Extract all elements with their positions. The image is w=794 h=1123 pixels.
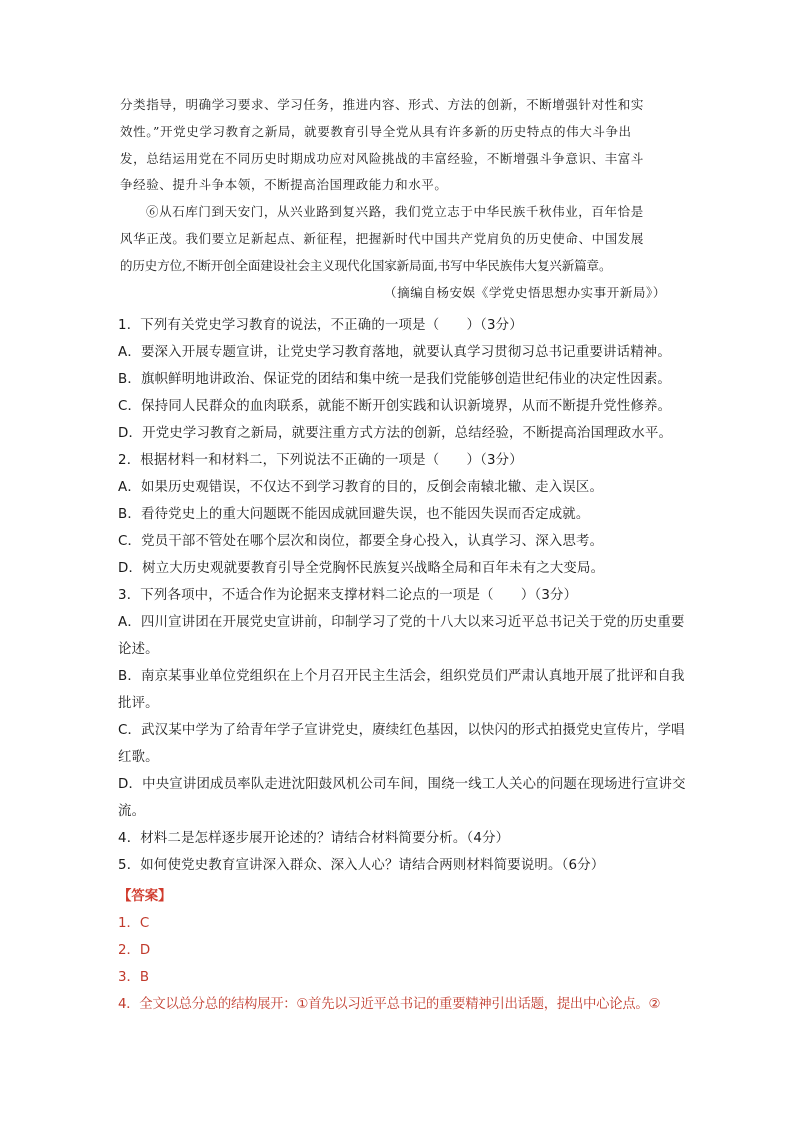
question-3-option-d: D．中央宣讲团成员率队走进沈阳鼓风机公司车间，围绕一线工人关心的问题在现场进行宣讲交流。 (118, 777, 686, 819)
passage-source: （摘编自杨安娱《学党史悟思想办实事开新局》） (384, 284, 666, 300)
answer-heading: 【答案】 (118, 889, 172, 904)
answer-section (118, 883, 718, 1018)
question-5: 5．如何使党史教育宣讲深入群众、深入人心？请结合两则材料简要说明。（6分） (118, 858, 605, 873)
question-2: 2．根据材料一和材料二，下列说法不正确的一项是（ ）（3分） (118, 453, 523, 468)
passage-line: 争经验、提升斗争本领，不断提高治国理政能力和水平。 (120, 177, 448, 193)
question-2-option-c: C．党员干部不管处在哪个层次和岗位，都要全身心投入，认真学习、深入思考。 (118, 534, 604, 549)
passage-line: 效性。”开党史学习教育之新局，就要教育引导全党从具有许多新的历史特点的伟大斗争出 (120, 123, 632, 139)
paragraph-6-line: 风华正茂。我们要立足新起点、新征程，把握新时代中国共产党肩负的历史使命、中国发展 (120, 230, 645, 246)
paragraph-6-line: 的历史方位,不断开创全面建设社会主义现代化国家新局面,书写中华民族伟大复兴新篇章。 (120, 257, 612, 273)
question-1-option-c: C．保持同人民群众的血肉联系，就能不断开创实践和认识新境界，从而不断提升党性修养。 (118, 399, 672, 414)
answer-3: 3．B (118, 970, 150, 985)
answer-2: 2．D (118, 943, 151, 958)
passage-line: 发，总结运用党在不同历史时期成功应对风险挑战的丰富经验，不断增强斗争意识、丰富斗 (120, 150, 645, 166)
question-list (118, 312, 698, 879)
reading-passage (120, 92, 680, 306)
question-1: 1．下列有关党史学习教育的说法，不正确的一项是（ ）（3分） (118, 318, 523, 333)
question-3: 3．下列各项中，不适合作为论据来支撑材料二论点的一项是（ ）（3分） (118, 588, 578, 603)
question-1-option-b: B．旗帜鲜明地讲政治、保证党的团结和集中统一是我们党能够创造世纪伟业的决定性因素。 (118, 372, 672, 387)
answer-4: 4．全文以总分总的结构展开：①首先以习近平总书记的重要精神引出话题，提出中心论点。② (118, 997, 661, 1012)
answer-1: 1．C (118, 916, 150, 931)
question-3-option-b: B．南京某事业单位党组织在上个月召开民主生活会，组织党员们严肃认真地开展了批评和自我批评。 (118, 669, 685, 711)
question-1-option-d: D．开党史学习教育之新局，就要注重方式方法的创新，总结经验，不断提高治国理政水平。 (118, 426, 673, 441)
question-2-option-d: D．树立大历史观就要教育引导全党胸怀民族复兴战略全局和百年未有之大变局。 (118, 561, 605, 576)
question-2-option-b: B．看待党史上的重大问题既不能因成就回避失误，也不能因失误而否定成就。 (118, 507, 590, 522)
passage-line: 分类指导，明确学习要求、学习任务，推进内容、形式、方法的创新，不断增强针对性和实 (120, 97, 645, 112)
question-3-option-a: A．四川宣讲团在开展党史宣讲前，印制学习了党的十八大以来习近平总书记关于党的历史重要论述。 (118, 615, 685, 657)
paragraph-6-line: ⑥从石库门到天安门，从兴业路到复兴路，我们党立志于中华民族千秋伟业，百年恰是 (146, 204, 644, 220)
question-4: 4．材料二是怎样逐步展开论述的？请结合材料简要分析。（4分） (118, 831, 510, 846)
question-2-option-a: A．如果历史观错误，不仅达不到学习教育的目的，反倒会南辕北辙、走入误区。 (118, 480, 604, 495)
question-1-option-a: A．要深入开展专题宣讲，让党史学习教育落地，就要认真学习贯彻习总书记重要讲话精神。 (118, 345, 671, 360)
question-3-option-c: C．武汉某中学为了给青年学子宣讲党史，赓续红色基因，以快闪的形式拍摄党史宣传片，学唱红歌。 (118, 723, 685, 765)
